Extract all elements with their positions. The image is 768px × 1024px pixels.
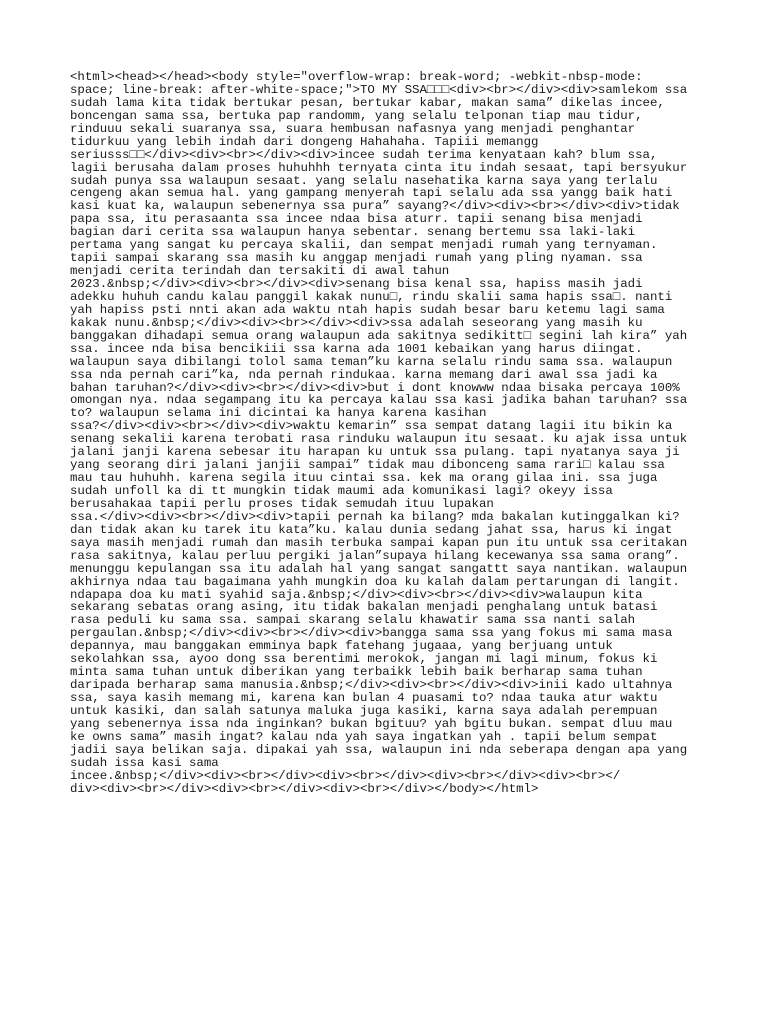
text-line: walaupun saya dibilangi tolol sama teman”ku karna selalu rindu sama ssa. walaupun [70, 354, 673, 369]
text-line: ke owns sama” masih ingat? kalau nda yah saya ingatkan yah . tapii belum sempat [70, 729, 658, 744]
text-line: ndapapa doa ku mati syahid saja.&nbsp;</div><div><br></div><div>walaupun kita [70, 587, 643, 602]
text-line: seriusss□□</div><div><br></div><div>incee sudah terima kenyataan kah? blum ssa, [70, 147, 658, 162]
text-line: ssa.</div><div><br></div><div>tapii pernah ka bilang? mda bakalan kutinggalkan ki? [70, 509, 680, 524]
text-line: depannya, mau banggakan emminya bapk fatehang jugaaa, yang berjuang untuk [70, 639, 613, 654]
text-line: tapii sampai skarang ssa masih ku anggap menjadi rumah yang pling nyaman. ssa [70, 251, 643, 266]
text-line: berusahakaa tapii perlu proses tidak semudah ituu lupakan [70, 496, 494, 511]
text-line: akhirnya ndaa tau bagaimana yahh mungkin doa ku kalah dalam pertarungan di langit. [70, 574, 680, 589]
text-line: sudah punya ssa walaupun sesaat. yang selalu nasehatika karna saya yang terlalu [70, 173, 658, 188]
text-line: papa ssa, itu perasaanta ssa incee ndaa bisa aturr. tapii senang bisa menjadi [70, 212, 643, 227]
text-line: ssa. incee nda bisa bencikiii ssa karna ada 1001 kebaikan yang harus diingat. [70, 341, 643, 356]
text-line: rinduuu sekali suaranya ssa, suara hembusan nafasnya yang menjadi penghantar [70, 121, 636, 136]
text-line: space; line-break: after-white-space;">TO MY SSA□□□<div><br></div><div>samlekom ssa [70, 82, 688, 97]
text-line: daripada berharap sama manusia.&nbsp;</div><div><br></div><div>inii kado ultahnya [70, 678, 673, 693]
text-line: boncengan sama ssa, bertuka pap randomm, yang selalu telponan tiap mau tidur, [70, 108, 643, 123]
text-line: sekarang sebatas orang asing, itu tidak bakalan menjadi penghalang untuk batasi [70, 600, 658, 615]
text-line: rasa sakitnya, kalau perluu pergiki jalan”supaya hilang kecewanya ssa sama orang”. [70, 548, 680, 563]
text-line: tidurkuu yang lebih indah dari dongeng Hahahaha. Tapiii memangg [70, 134, 539, 149]
text-line: sudah issa kasi sama [70, 755, 219, 770]
text-line: kasi kuat ka, walaupun sebenernya ssa pura” sayang?</div><div><br></div><div>tidak [70, 199, 680, 214]
text-line: kakak nunu.&nbsp;</div><div><br></div><div>ssa adalah seseorang yang masih ku [70, 315, 643, 330]
text-line: adekku huhuh candu kalau panggil kakak nunu□, rindu skalii sama hapis ssa□. nanti [70, 289, 673, 304]
text-line: omongan nya. ndaa segampang itu ka percaya kalau ssa kasi jadika bahan taruhan? ssa [70, 393, 688, 408]
text-line: yang seorang diri jalani janjii sampai” tidak mau dibonceng sama rari□ kalau ssa [70, 458, 665, 473]
text-line: yah hapiss psti nnti akan ada waktu ntah hapis sudah besar baru ketemu lagi sama [70, 302, 665, 317]
text-line: senang sekalii karena terobati rasa rinduku walaupun itu sesaat. ku ajak issa untuk [70, 432, 688, 447]
text-line: ssa nda pernah cari”ka, nda pernah rindukaa. karna memang dari awal ssa jadi ka [70, 367, 658, 382]
text-line: sekolahkan ssa, ayoo dong ssa berentimi merokok, jangan mi lagi minum, fokus ki [70, 652, 658, 667]
text-line: lagii berusaha dalam proses huhuhhh ternyata cinta itu indah sesaat, tapi bersyukur [70, 160, 688, 175]
text-line: menunggu kepulangan ssa itu adalah hal yang sangat sangattt saya nantikan. walaupun [70, 561, 688, 576]
text-line: 2023.&nbsp;</div><div><br></div><div>senang bisa kenal ssa, hapiss masih jadi [70, 277, 643, 291]
text-line: div><div><br></div><div><br></div><div><br></div></body></html> [70, 781, 539, 796]
text-line: bahan taruhan?</div><div><br></div><div>but i dont knowww ndaa bisaka percaya 100% [70, 380, 680, 395]
text-line: saya masih menjadi rumah dan masih terbuka sampai kapan pun itu untuk ssa ceritakan [70, 535, 688, 550]
text-line: yang sebenernya issa nda inginkan? bukan bgituu? yah bgitu bukan. sempat dluu mau [70, 716, 673, 731]
text-line: menjadi cerita terindah dan tersakiti di awal tahun [70, 264, 450, 279]
text-line: sudah unfoll ka di tt mungkin tidak maumi ada komunikasi lagi? okeyy issa [70, 484, 613, 498]
text-line: <html><head></head><body style="overflow-wrap: break-word; -webkit-nbsp-mode: [70, 70, 643, 84]
text-line: ssa, saya kasih memang mi, karena kan bulan 4 puasami to? ndaa tauka atur waktu [70, 691, 658, 705]
text-line: cengeng akan semua hal. yang gampang menyerah tapi selalu ada ssa yangg baik hati [70, 186, 673, 201]
text-line: pertama yang sangat ku percaya skalii, dan sempat menjadi rumah yang ternyaman. [70, 238, 658, 253]
text-line: incee.&nbsp;</div><div><br></div><div><br></div><div><br></div><div><br></ [70, 768, 621, 783]
text-line: dan tidak akan ku tarek itu kata”ku. kalau dunia sedang jahat ssa, harus ki ingat [70, 522, 673, 537]
document-text [70, 71, 710, 796]
text-line: pergaulan.&nbsp;</div><div><br></div><div>bangga sama ssa yang fokus mi sama masa [70, 626, 673, 641]
text-line: jalani janji karena sebesar itu harapan ku untuk ssa pulang. tapi nyatanya saya ji [70, 445, 680, 460]
text-line: rasa peduli ku sama ssa. sampai skarang selalu khawatir sama ssa nanti salah [70, 613, 636, 628]
text-line: ssa?</div><div><br></div><div>waktu kemarin” ssa sempat datang lagii itu bikin ka [70, 419, 673, 434]
text-line: mau tau huhuhh. karena segila ituu cintai ssa. kek ma orang gilaa ini. ssa juga [70, 471, 658, 486]
text-line: minta sama tuhan untuk diberikan yang terbaikk lebih baik berharap sama tuhan [70, 665, 643, 680]
text-line: banggakan dihadapi semua orang walaupun ada sakitnya sedikitt□ segini lah kira” yah [70, 328, 688, 343]
text-line: sudah lama kita tidak bertukar pesan, bertukar kabar, makan sama” dikelas incee, [70, 95, 665, 110]
text-line: jadii saya belikan saja. dipakai yah ssa, walaupun ini nda seberapa dengan apa yang [70, 742, 688, 757]
text-line: bagian dari cerita ssa walaupun hanya sebentar. senang bertemu ssa laki-laki [70, 225, 636, 240]
text-line: untuk kasiki, dan salah satunya maluka juga kasiki, karna saya adalah perempuan [70, 703, 658, 718]
text-line: to? walaupun selama ini dicintai ka hanya karena kasihan [70, 406, 487, 421]
